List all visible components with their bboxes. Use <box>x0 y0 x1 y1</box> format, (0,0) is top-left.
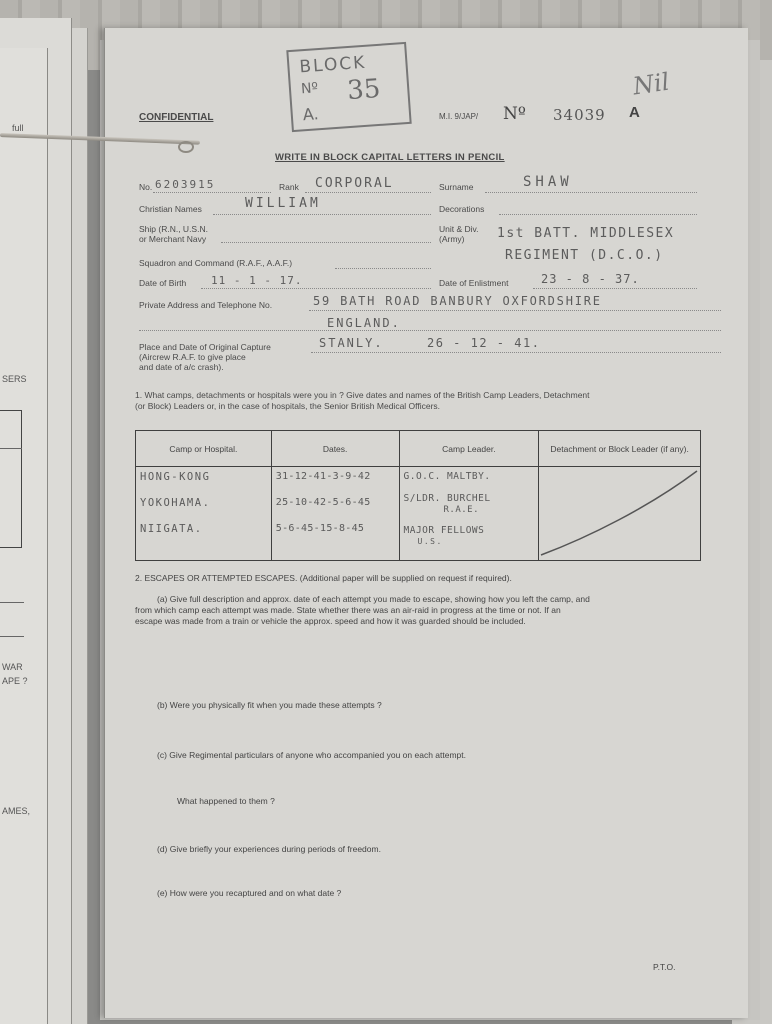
question-2a-line-2: from which camp each attempt was made. State whether there was an air-raid in progress at the time or not. If an <box>135 605 561 615</box>
camp-leaders-cell <box>399 467 539 561</box>
form-number: 34039 <box>553 106 606 124</box>
dob-value: 11 - 1 - 17. <box>211 274 303 287</box>
form-suffix: A <box>629 104 640 121</box>
capture-date: 26 - 12 - 41. <box>427 336 541 350</box>
question-1-line-1: 1. What camps, detachments or hospitals were you in ? Give dates and names of the British Camp Leaders, Detachment <box>135 390 590 400</box>
question-2e: (e) How were you recaptured and on what date ? <box>157 888 342 898</box>
stamp-no: Nº <box>300 80 319 98</box>
left-text-full: full <box>12 123 24 133</box>
confidential-label: CONFIDENTIAL <box>139 112 214 123</box>
left-text-war: WAR <box>2 662 23 672</box>
string-knot <box>178 141 194 153</box>
header-camp-leader: Camp Leader. <box>399 431 539 467</box>
dob-label: Date of Birth <box>139 278 187 288</box>
camp-name: YOKOHAMA. <box>140 497 211 509</box>
ship-label-1: Ship (R.N., U.S.N. <box>139 224 208 234</box>
header-dates: Dates. <box>271 431 399 467</box>
address-value-2: ENGLAND. <box>327 316 401 330</box>
camp-dates: 31-12-41-3-9-42 <box>275 471 371 482</box>
question-2a-line-1: (a) Give full description and approx. date of each attempt you made to escape, showing how you left the camp, and <box>157 594 590 604</box>
camp-leader: S/LDR. BURCHEL <box>403 493 491 504</box>
question-1-line-2: (or Block) Leaders or, in the case of hospitals, the Senior British Medical Officers. <box>135 401 441 411</box>
camp-dates-cell <box>271 467 399 561</box>
rank-value: CORPORAL <box>315 176 394 191</box>
unit-label-1: Unit & Div. <box>439 224 479 234</box>
stamp-number: 35 <box>346 73 382 107</box>
surname-value: SHAW <box>523 174 573 190</box>
question-2d: (d) Give briefly your experiences during periods of freedom. <box>157 844 381 854</box>
camp-leader: MAJOR FELLOWS <box>403 525 485 536</box>
christian-names-label: Christian Names <box>139 204 202 214</box>
question-2b: (b) Were you physically fit when you made these attempts ? <box>157 700 382 710</box>
pto-label: P.T.O. <box>653 962 676 972</box>
header-detachment-leader: Detachment or Block Leader (if any). <box>539 431 701 467</box>
no-field-value: 6203915 <box>155 178 216 191</box>
camp-name: NIIGATA. <box>140 523 203 535</box>
left-file-stack <box>0 18 100 1024</box>
detachment-leader-cell <box>539 467 701 561</box>
left-text-sers: SERS <box>2 374 27 384</box>
left-text-ape: APE ? <box>2 676 28 686</box>
left-text-ames: AMES, <box>2 806 31 816</box>
address-label: Private Address and Telephone No. <box>139 300 273 310</box>
camp-table <box>135 430 701 561</box>
unit-value-1: 1st BATT. MIDDLESEX <box>497 226 675 241</box>
camp-name: HONG-KONG <box>140 471 211 483</box>
no-field-label: No. <box>139 182 153 192</box>
decorations-label: Decorations <box>439 204 485 214</box>
question-2c-followup: What happened to them ? <box>177 796 275 806</box>
enlistment-value: 23 - 8 - 37. <box>541 272 640 286</box>
ref-label: M.I. 9/JAP/ <box>439 112 479 121</box>
stamp-block: BLOCK <box>298 52 367 78</box>
header-camp: Camp or Hospital. <box>136 431 272 467</box>
strike-through-line <box>539 467 699 561</box>
camp-names-cell <box>136 467 272 561</box>
unit-value-2: REGIMENT (D.C.O.) <box>505 248 664 263</box>
address-value-1: 59 BATH ROAD BANBURY OXFORDSHIRE <box>313 294 602 308</box>
no-label: Nº <box>503 104 526 124</box>
squadron-label: Squadron and Command (R.A.F., A.A.F.) <box>139 258 293 268</box>
question-2a-line-3: escape was made from a train or vehicle the approx. speed and how it was guarded should be included. <box>135 616 526 626</box>
camp-leader: U.S. <box>417 537 443 546</box>
unit-label-2: (Army) <box>439 234 465 244</box>
capture-place: STANLY. <box>319 336 384 350</box>
question-2-title: 2. ESCAPES OR ATTEMPTED ESCAPES. (Additional paper will be supplied on request if required). <box>135 573 512 583</box>
nil-annotation: Nil <box>631 67 672 101</box>
question-2c: (c) Give Regimental particulars of anyone who accompanied you on each attempt. <box>157 750 466 760</box>
questionnaire-form <box>104 28 748 1018</box>
stamp-letter: A. <box>302 104 320 125</box>
left-box <box>0 410 22 548</box>
capture-label-2: (Aircrew R.A.F. to give place <box>139 352 246 362</box>
ship-label-2: or Merchant Navy <box>139 234 207 244</box>
block-stamp <box>286 42 411 132</box>
left-rule <box>0 602 24 603</box>
capture-label-3: and date of a/c crash). <box>139 362 224 372</box>
instruction-heading: WRITE IN BLOCK CAPITAL LETTERS IN PENCIL <box>275 152 505 163</box>
left-rule <box>0 636 24 637</box>
christian-names-value: WILLIAM <box>245 196 321 211</box>
camp-dates: 5-6-45-15-8-45 <box>275 523 365 534</box>
camp-dates: 25-10-42-5-6-45 <box>275 497 371 508</box>
capture-label-1: Place and Date of Original Capture <box>139 342 271 352</box>
surname-label: Surname <box>439 182 474 192</box>
camp-leader: R.A.E. <box>443 505 480 515</box>
left-rule <box>0 448 22 449</box>
rank-label: Rank <box>279 182 299 192</box>
camp-leader: G.O.C. MALTBY. <box>403 471 491 482</box>
enlistment-label: Date of Enlistment <box>439 278 509 288</box>
